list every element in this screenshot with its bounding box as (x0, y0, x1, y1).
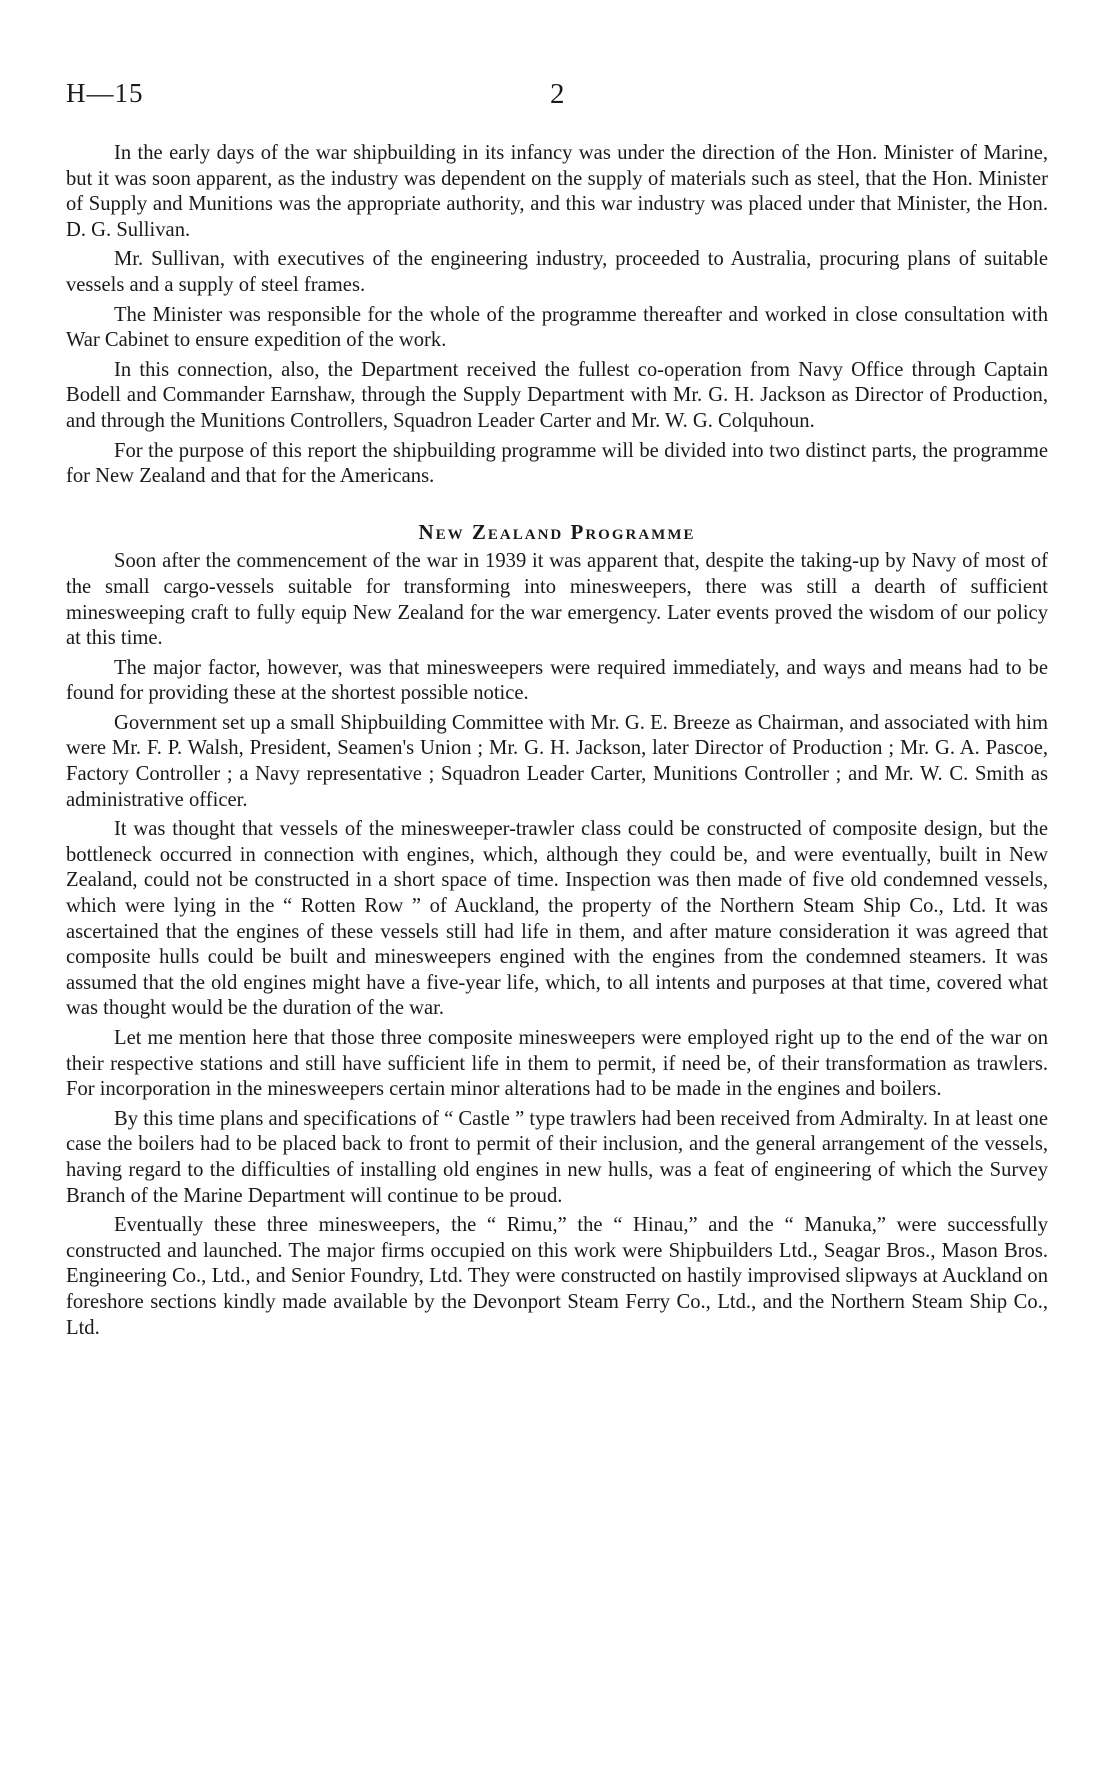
intro-paragraph-2: Mr. Sullivan, with executives of the engineering industry, proceeded to Australia, procuring plans of suitable vessels and a supply of steel frames. (66, 248, 1048, 296)
body-text (66, 141, 1048, 1345)
section-paragraph-1: Soon after the commencement of the war in 1939 it was apparent that, despite the taking-up by Navy of most of the small cargo-vessels suitable for transforming into minesweepers, there was still a dearth of sufficient minesweeping craft to fully equip New Zealand for the war emergency. Later events proved the wisdom of our policy at this time. (66, 550, 1048, 650)
intro-paragraph-5: For the purpose of this report the shipbuilding programme will be divided into two distinct parts, the programme for New Zealand and that for the Americans. (66, 439, 1048, 488)
section-paragraph-5: Let me mention here that those three composite minesweepers were employed right up to the end of the war on their respective stations and still have sufficient life in them to permit, if need be, of their transformation as trawlers. For incorporation in the minesweepers certain minor alterations had to be made in the engines and boilers. (66, 1027, 1048, 1101)
page-header (66, 78, 1048, 118)
section-paragraph-6: By this time plans and specifications of “ Castle ” type trawlers had been received from Admiralty. In at least one case the boilers had to be placed back to front to permit of their inclusion, and the general arrangement of the vessels, having regard to the difficulties of installing old engines in new hulls, was a feat of engineering of which the Survey Branch of the Marine Department will continue to be proud. (66, 1107, 1048, 1207)
section-paragraph-2: The major factor, however, was that minesweepers were required immediately, and ways and means had to be found for providing these at the shortest possible notice. (66, 656, 1048, 705)
intro-paragraph-1: In the early days of the war shipbuilding in its infancy was under the direction of the Hon. Minister of Marine, but it was soon apparent, as the industry was dependent on the supply of materials such as steel, that the Hon. Minister of Supply and Munitions was the appropriate authority, and this war industry was placed under that Minister, the Hon. D. G. Sullivan. (66, 142, 1048, 241)
intro-paragraph-4: In this connection, also, the Department received the fullest co-operation from Navy Office through Captain Bodell and Commander Earnshaw, through the Supply Department with Mr. G. H. Jackson as Director of Production, and through the Munitions Controllers, Squadron Leader Carter and Mr. W. G. Colquhoun. (66, 358, 1048, 432)
intro-paragraph-3: The Minister was responsible for the whole of the programme thereafter and worked in close consultation with War Cabinet to ensure expedition of the work. (66, 303, 1048, 352)
page-number: 2 (550, 78, 565, 110)
section-paragraph-7: Eventually these three minesweepers, the “ Rimu,” the “ Hinau,” and the “ Manuka,” were successfully constructed and launched. The major firms occupied on this work were Shipbuilders Ltd., Seagar Bros., Mason Bros. Engineering Co., Ltd., and Senior Foundry, Ltd. They were constructed on hastily improvised slipways at Auckland on foreshore sections kindly made available by the Devonport Steam Ferry Co., Ltd., and the Northern Steam Ship Co., Ltd. (66, 1214, 1048, 1339)
section-paragraph-3: Government set up a small Shipbuilding Committee with Mr. G. E. Breeze as Chairman, and associated with him were Mr. F. P. Walsh, President, Seamen's Union ; Mr. G. H. Jackson, later Director of Production ; Mr. G. A. Pascoe, Factory Controller ; a Navy representative ; Squadron Leader Carter, Munitions Controller ; and Mr. W. C. Smith as administrative officer. (66, 711, 1048, 811)
document-reference: H—15 (66, 78, 144, 108)
section-paragraph-4: It was thought that vessels of the minesweeper-trawler class could be constructed of composite design, but the bottleneck occurred in connection with engines, which, although they could be, and were eventually, built in New Zealand, could not be constructed in a short space of time. Inspection was then made of five old condemned vessels, which were lying in the “ Rotten Row ” of Auckland, the property of the Northern Steam Ship Co., Ltd. It was ascertained that the engines of these vessels still had life in them, and after mature consideration it was agreed that composite hulls could be built and minesweepers engined with the engines from the condemned steamers. It was assumed that the old engines might have a five-year life, which, to all intents and purposes at that time, covered what was thought would be the duration of the war. (66, 818, 1048, 1020)
section-heading: New Zealand Programme (418, 519, 696, 544)
